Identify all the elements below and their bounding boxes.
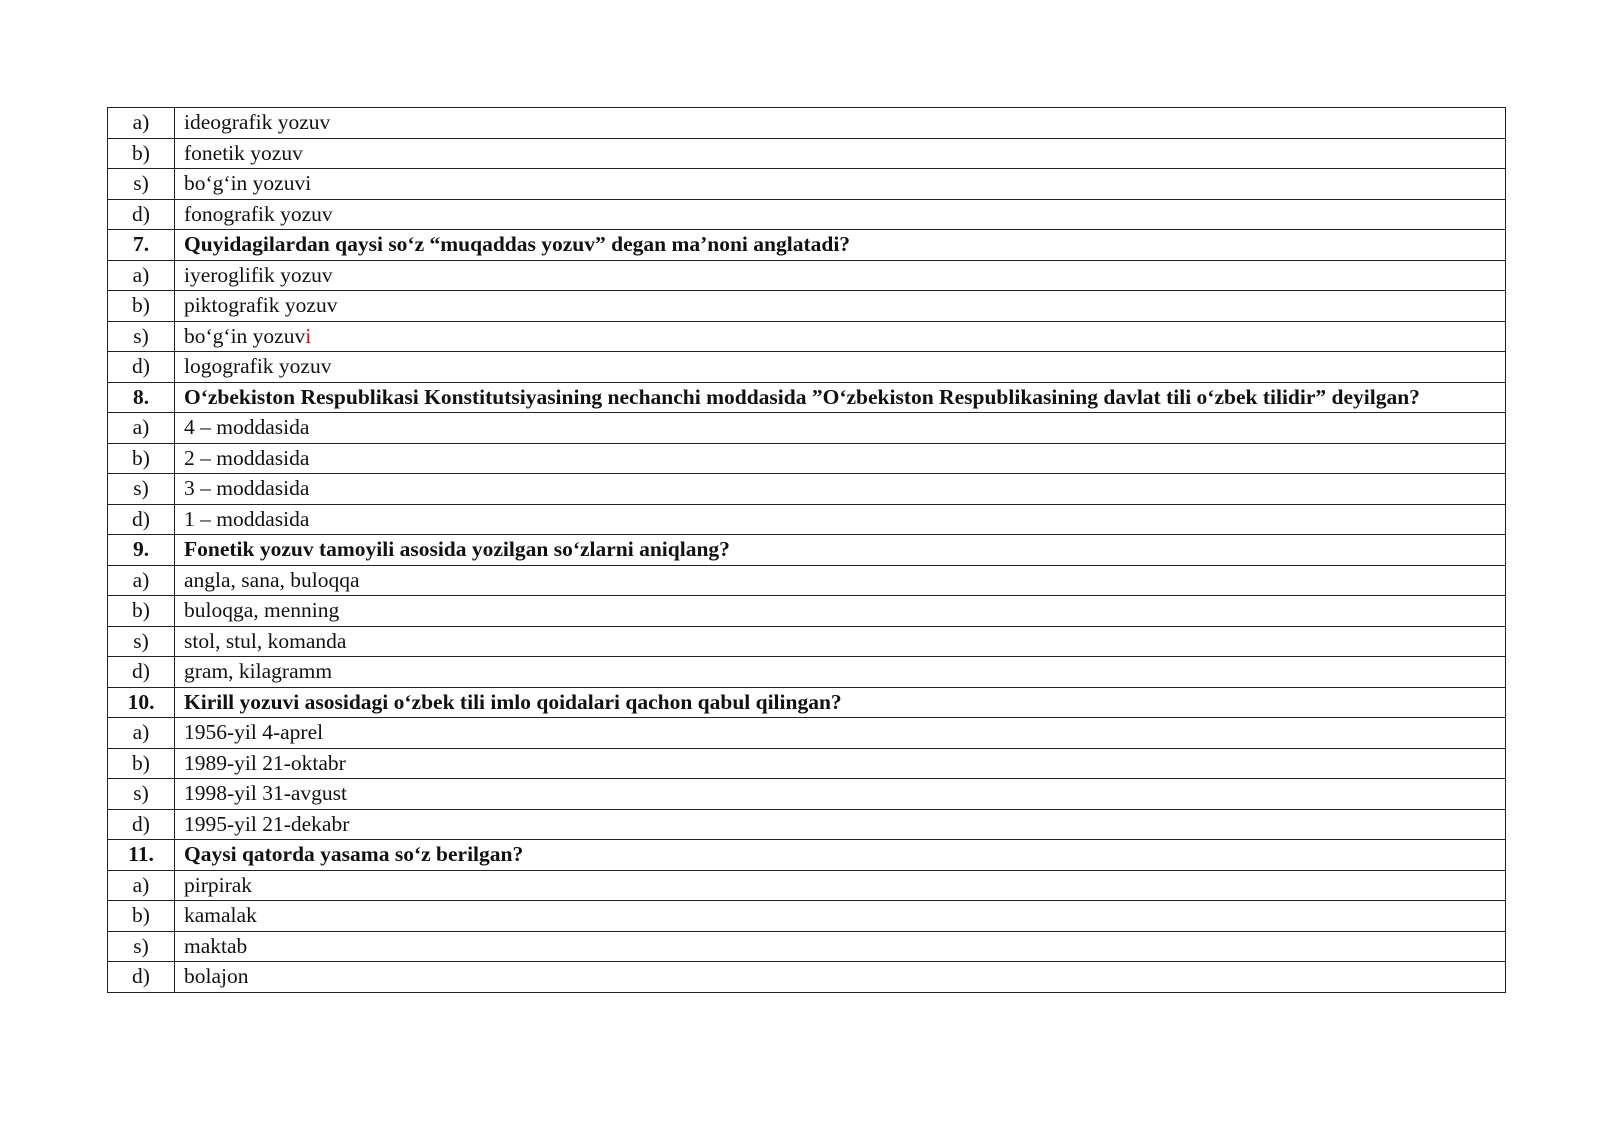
option-text: bo‘g‘in yozuv [184, 323, 306, 348]
option-text-cell [175, 352, 1506, 383]
option-letter: d) [108, 809, 175, 840]
option-letter: a) [108, 565, 175, 596]
option-letter: s) [108, 779, 175, 810]
option-text: bolajon [184, 964, 249, 988]
question-text: O‘zbekiston Respublikasi Konstitutsiyasining nechanchi moddasida ”O‘zbekiston Respublikasining davlat tili o‘zbek tilidir” deyilgan? [184, 384, 1420, 409]
option-text: logografik yozuv [184, 354, 332, 378]
answer-option-row [108, 901, 1506, 932]
option-text-cell [175, 565, 1506, 596]
question-row [108, 687, 1506, 718]
option-text-cell [175, 474, 1506, 505]
option-letter: s) [108, 474, 175, 505]
option-text: bo‘g‘in yozuvi [184, 171, 312, 195]
question-text: Quyidagilardan qaysi so‘z “muqaddas yozuv” degan ma’noni anglatadi? [184, 232, 851, 256]
option-letter: d) [108, 657, 175, 688]
answer-option-row [108, 199, 1506, 230]
option-text: gram, kilagramm [184, 659, 333, 683]
option-text-cell [175, 809, 1506, 840]
answer-option-row [108, 870, 1506, 901]
option-text: 1 – moddasida [184, 506, 310, 531]
answer-option-row [108, 321, 1506, 352]
option-text-cell [175, 748, 1506, 779]
option-letter: s) [108, 321, 175, 352]
question-text-cell [175, 687, 1506, 718]
option-letter: s) [108, 169, 175, 200]
option-letter: d) [108, 962, 175, 993]
question-text-cell [175, 840, 1506, 871]
option-letter: d) [108, 352, 175, 383]
option-letter: a) [108, 108, 175, 139]
answer-option-row [108, 657, 1506, 688]
option-text: 1998-yil 31-avgust [184, 781, 348, 805]
question-row [108, 840, 1506, 871]
option-text-cell [175, 779, 1506, 810]
option-text: 2 – moddasida [184, 445, 310, 470]
option-text-cell [175, 138, 1506, 169]
option-text-cell [175, 169, 1506, 200]
option-text-cell [175, 260, 1506, 291]
option-text: 1989-yil 21-oktabr [184, 750, 346, 775]
option-text-cell [175, 321, 1506, 352]
answer-option-row [108, 108, 1506, 139]
option-text: 4 – moddasida [184, 415, 310, 439]
option-letter: d) [108, 199, 175, 230]
option-text: ideografik yozuv [184, 110, 331, 134]
option-text: 1956-yil 4-aprel [184, 720, 324, 744]
option-letter: a) [108, 870, 175, 901]
option-text: pirpirak [184, 872, 253, 897]
option-text-cell [175, 443, 1506, 474]
option-text-cell [175, 931, 1506, 962]
answer-option-row [108, 626, 1506, 657]
highlighted-suffix: i [305, 323, 312, 348]
option-text: angla, sana, buloqqa [184, 567, 360, 592]
answer-option-row [108, 352, 1506, 383]
option-text-cell [175, 291, 1506, 322]
option-text-cell [175, 504, 1506, 535]
answer-option-row [108, 779, 1506, 810]
quiz-table [107, 107, 1506, 993]
option-letter: b) [108, 748, 175, 779]
answer-option-row [108, 138, 1506, 169]
option-text-cell [175, 962, 1506, 993]
option-text: 3 – moddasida [184, 476, 310, 500]
question-number: 11. [108, 840, 175, 871]
question-text: Fonetik yozuv tamoyili asosida yozilgan so‘zlarni aniqlang? [184, 537, 730, 561]
option-text: buloqga, menning [184, 598, 340, 622]
question-text-cell [175, 230, 1506, 261]
answer-option-row [108, 504, 1506, 535]
option-text: 1995-yil 21-dekabr [184, 811, 350, 836]
option-letter: d) [108, 504, 175, 535]
question-text: Qaysi qatorda yasama so‘z berilgan? [184, 842, 524, 866]
option-text: fonografik yozuv [184, 201, 333, 226]
option-text-cell [175, 901, 1506, 932]
answer-option-row [108, 962, 1506, 993]
option-letter: b) [108, 901, 175, 932]
option-letter: b) [108, 138, 175, 169]
option-letter: b) [108, 443, 175, 474]
question-row [108, 535, 1506, 566]
answer-option-row [108, 931, 1506, 962]
option-text-cell [175, 626, 1506, 657]
option-text: piktografik yozuv [184, 293, 338, 317]
option-text-cell [175, 199, 1506, 230]
option-letter: a) [108, 718, 175, 749]
answer-option-row [108, 718, 1506, 749]
option-text-cell [175, 596, 1506, 627]
question-row [108, 230, 1506, 261]
answer-option-row [108, 260, 1506, 291]
option-letter: s) [108, 931, 175, 962]
option-text-cell [175, 413, 1506, 444]
document-page [107, 107, 1506, 993]
answer-option-row [108, 748, 1506, 779]
question-number: 9. [108, 535, 175, 566]
option-text-cell [175, 718, 1506, 749]
answer-option-row [108, 809, 1506, 840]
option-text: kamalak [184, 903, 257, 927]
question-row [108, 382, 1506, 413]
answer-option-row [108, 169, 1506, 200]
option-text-cell [175, 657, 1506, 688]
answer-option-row [108, 596, 1506, 627]
option-text-cell [175, 870, 1506, 901]
option-text: fonetik yozuv [184, 140, 303, 165]
option-letter: b) [108, 291, 175, 322]
option-text: iyeroglifik yozuv [184, 262, 333, 287]
answer-option-row [108, 565, 1506, 596]
question-number: 8. [108, 382, 175, 413]
quiz-table-body [108, 108, 1506, 993]
option-letter: s) [108, 626, 175, 657]
option-letter: a) [108, 413, 175, 444]
question-text-cell [175, 382, 1506, 413]
question-number: 10. [108, 687, 175, 718]
question-number: 7. [108, 230, 175, 261]
answer-option-row [108, 291, 1506, 322]
answer-option-row [108, 413, 1506, 444]
option-text-cell [175, 108, 1506, 139]
answer-option-row [108, 443, 1506, 474]
option-text: maktab [184, 933, 248, 958]
question-text: Kirill yozuvi asosidagi o‘zbek tili imlo qoidalari qachon qabul qilingan? [184, 689, 842, 714]
answer-option-row [108, 474, 1506, 505]
option-letter: b) [108, 596, 175, 627]
question-text-cell [175, 535, 1506, 566]
option-letter: a) [108, 260, 175, 291]
option-text: stol, stul, komanda [184, 628, 347, 653]
